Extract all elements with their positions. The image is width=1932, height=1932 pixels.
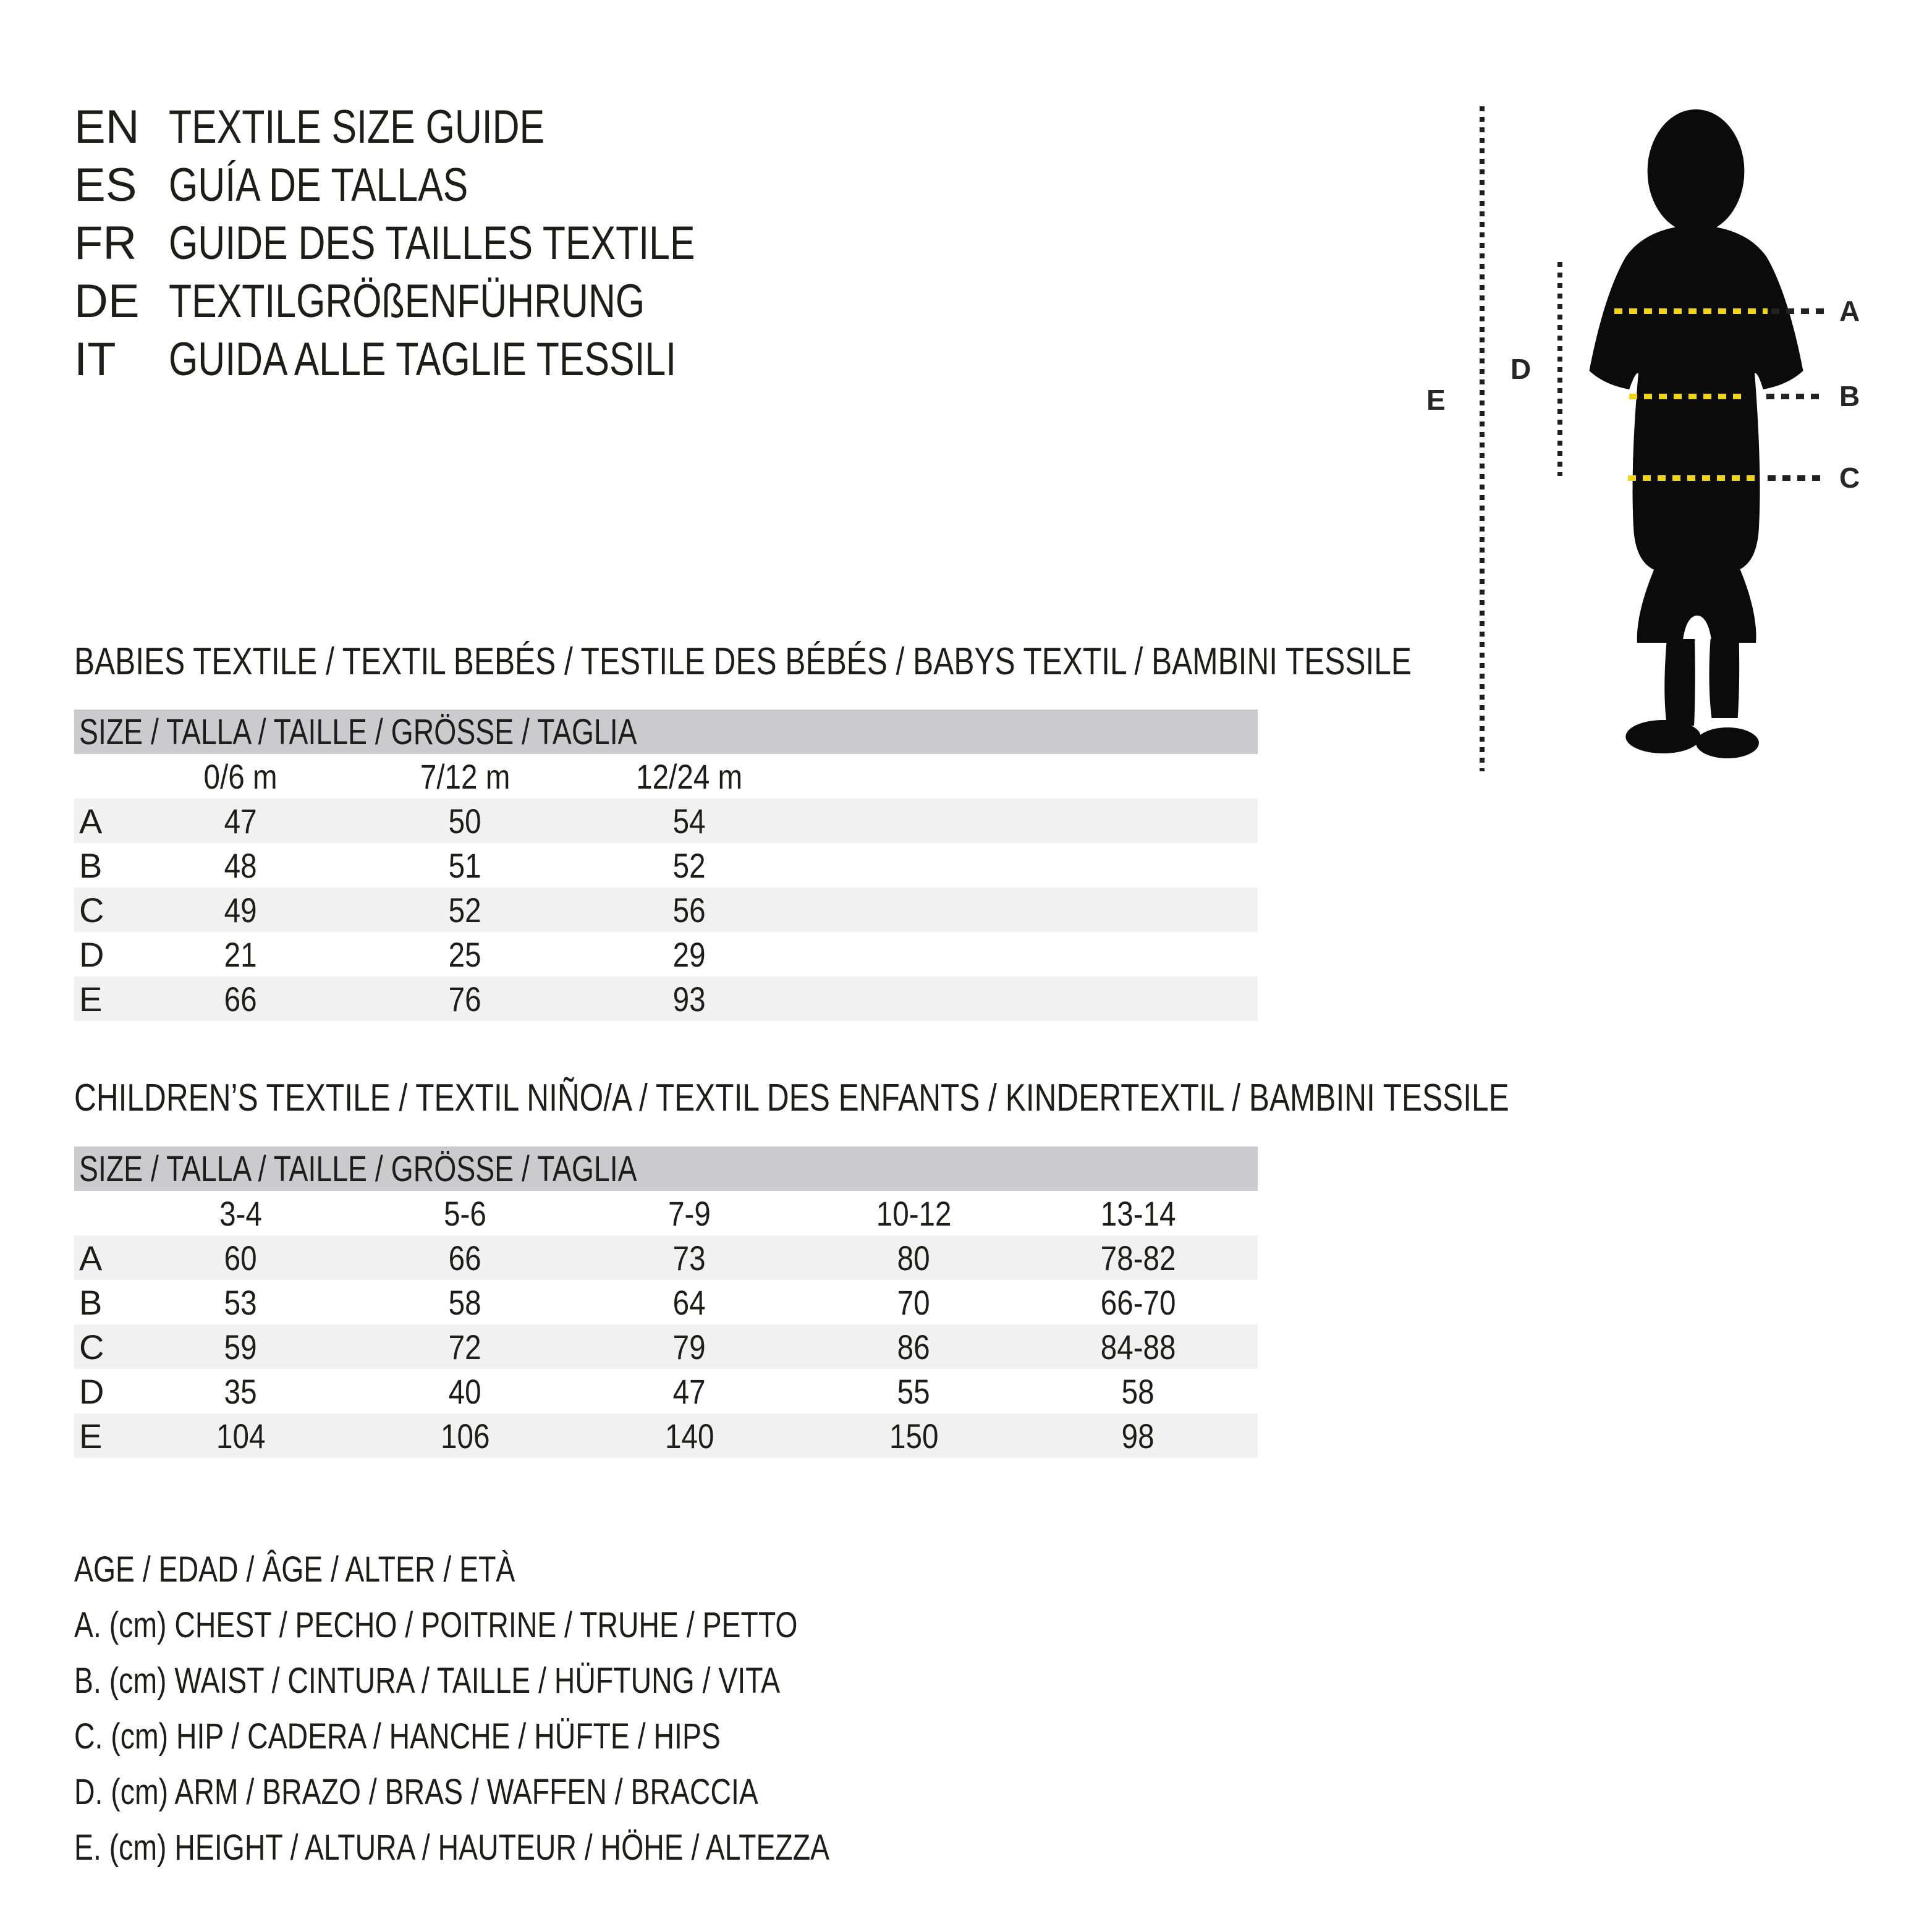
size-header-bar [74, 710, 1258, 754]
cell-value: 72 [449, 1327, 481, 1366]
cell-value: 52 [673, 845, 706, 885]
cell-value: 78-82 [1100, 1238, 1176, 1277]
column-header: 13-14 [1100, 1193, 1176, 1233]
table-row [74, 843, 1258, 888]
column-header: 7-9 [668, 1193, 711, 1233]
row-label: B [79, 845, 103, 885]
row-label: B [79, 1282, 103, 1322]
row-label: E [79, 1416, 103, 1455]
cell-value: 51 [449, 845, 481, 885]
hip-measure-line-c [1628, 475, 1759, 481]
legend-line-waist: B. (cm) WAIST / CINTURA / TAILLE / HÜFTUNG / VITA [74, 1660, 781, 1701]
cell-value: 76 [449, 979, 481, 1019]
cell-value: 48 [224, 845, 257, 885]
cell-value: 49 [224, 890, 257, 930]
cell-value: 140 [664, 1416, 714, 1455]
legend-line-age: AGE / EDAD / ÂGE / ALTER / ETÀ [74, 1549, 515, 1590]
size-header-bar [74, 1146, 1258, 1191]
table-row [74, 1324, 1258, 1369]
cell-value: 56 [673, 890, 706, 930]
language-title-list [74, 98, 826, 388]
table-row [74, 1280, 1258, 1324]
language-title: GUIDA ALLE TAGLIE TESSILI [169, 333, 677, 386]
cell-value: 150 [889, 1416, 939, 1455]
row-label: A [79, 1238, 103, 1277]
chest-measure-line-a [1614, 308, 1768, 314]
cell-value: 64 [673, 1282, 706, 1322]
cell-value: 53 [224, 1282, 257, 1322]
legend-line-hip: C. (cm) HIP / CADERA / HANCHE / HÜFTE / HIPS [74, 1716, 721, 1756]
cell-value: 70 [897, 1282, 930, 1322]
cell-value: 73 [673, 1238, 706, 1277]
cell-value: 66-70 [1100, 1282, 1176, 1322]
cell-value: 55 [897, 1371, 930, 1411]
legend-line-arm: D. (cm) ARM / BRAZO / BRAS / WAFFEN / BRACCIA [74, 1771, 758, 1812]
cell-value: 54 [673, 801, 706, 841]
cell-value: 47 [673, 1371, 706, 1411]
arm-dotted-line-d [1557, 262, 1562, 476]
cell-value: 52 [449, 890, 481, 930]
cell-value: 106 [440, 1416, 490, 1455]
cell-value: 80 [897, 1238, 930, 1277]
row-label: E [79, 979, 103, 1019]
cell-value: 79 [673, 1327, 706, 1366]
row-label: A [79, 801, 103, 841]
table-row [74, 799, 1258, 843]
table-row [74, 1369, 1258, 1413]
cell-value: 104 [216, 1416, 266, 1455]
size-header-text: SIZE / TALLA / TAILLE / GRÖSSE / TAGLIA [79, 1148, 637, 1189]
cell-value: 21 [224, 934, 257, 974]
language-code: IT [74, 333, 116, 386]
language-row-en [74, 98, 826, 156]
babies-section-title [74, 642, 1746, 682]
language-title: TEXTILGRÖßENFÜHRUNG [169, 274, 645, 328]
column-header: 12/24 m [636, 756, 743, 796]
cell-value: 50 [449, 801, 481, 841]
cell-value: 25 [449, 934, 481, 974]
language-row-it [74, 330, 826, 388]
language-code: ES [74, 158, 137, 211]
legend-line-chest: A. (cm) CHEST / PECHO / POITRINE / TRUHE / PETTO [74, 1604, 798, 1645]
row-label: D [79, 934, 104, 974]
table-row [74, 1235, 1258, 1280]
cell-value: 93 [673, 979, 706, 1019]
cell-value: 86 [897, 1327, 930, 1366]
language-title: GUIDE DES TAILLES TEXTILE [169, 216, 695, 269]
waist-measure-line-b [1629, 394, 1747, 399]
table-row [74, 1413, 1258, 1458]
language-title: TEXTILE SIZE GUIDE [169, 100, 545, 153]
hip-leader-dash-c [1768, 475, 1824, 481]
silhouette-shorts [1637, 562, 1756, 643]
waist-leader-dash-b [1766, 394, 1824, 399]
cell-value: 40 [449, 1371, 481, 1411]
language-code: FR [74, 216, 137, 269]
cell-value: 98 [1122, 1416, 1155, 1455]
silhouette-head [1648, 109, 1745, 233]
cell-value: 66 [449, 1238, 481, 1277]
language-row-fr [74, 214, 826, 272]
language-row-es [74, 156, 826, 214]
column-header: 10-12 [876, 1193, 952, 1233]
column-header: 3-4 [219, 1193, 262, 1233]
row-label: C [79, 1327, 104, 1366]
babies-size-table [74, 710, 1258, 1021]
language-code: EN [74, 100, 140, 153]
cell-value: 66 [224, 979, 257, 1019]
column-header: 0/6 m [203, 756, 278, 796]
silhouette-right-shoe [1696, 727, 1759, 758]
children-section-title-text: CHILDREN’S TEXTILE / TEXTIL NIÑO/A / TEXTIL DES ENFANTS / KINDERTEXTIL / BAMBINI TESSILE [74, 1077, 1509, 1119]
chest-leader-dash-a [1771, 308, 1824, 314]
babies-column-header-row [74, 754, 1258, 799]
measure-label-c: C [1839, 462, 1860, 494]
cell-value: 29 [673, 934, 706, 974]
language-row-de [74, 272, 826, 330]
measurement-legend [74, 1541, 1019, 1875]
table-row [74, 977, 1258, 1021]
language-title: GUÍA DE TALLAS [169, 158, 468, 211]
cell-value: 59 [224, 1327, 257, 1366]
children-size-table [74, 1146, 1258, 1458]
children-column-header-row [74, 1191, 1258, 1235]
cell-value: 58 [1122, 1371, 1155, 1411]
column-header: 5-6 [444, 1193, 486, 1233]
legend-line-height: E. (cm) HEIGHT / ALTURA / HAUTEUR / HÖHE / ALTEZZA [74, 1827, 830, 1868]
cell-value: 60 [224, 1238, 257, 1277]
column-header: 7/12 m [420, 756, 511, 796]
measure-label-e: E [1426, 384, 1446, 416]
measure-label-d: D [1510, 353, 1532, 385]
cell-value: 47 [224, 801, 257, 841]
row-label: C [79, 890, 104, 930]
measure-label-b: B [1839, 380, 1860, 412]
table-row [74, 932, 1258, 977]
cell-value: 35 [224, 1371, 257, 1411]
language-code: DE [74, 274, 140, 328]
size-header-text: SIZE / TALLA / TAILLE / GRÖSSE / TAGLIA [79, 711, 637, 752]
children-section-title [74, 1078, 1868, 1119]
cell-value: 58 [449, 1282, 481, 1322]
measure-label-a: A [1839, 295, 1860, 327]
row-label: D [79, 1371, 104, 1411]
babies-section-title-text: BABIES TEXTILE / TEXTIL BEBÉS / TESTILE DES BÉBÉS / BABYS TEXTIL / BAMBINI TESSILE [74, 640, 1412, 683]
cell-value: 84-88 [1100, 1327, 1176, 1366]
table-row [74, 888, 1258, 932]
silhouette-left-shoe [1625, 720, 1701, 753]
